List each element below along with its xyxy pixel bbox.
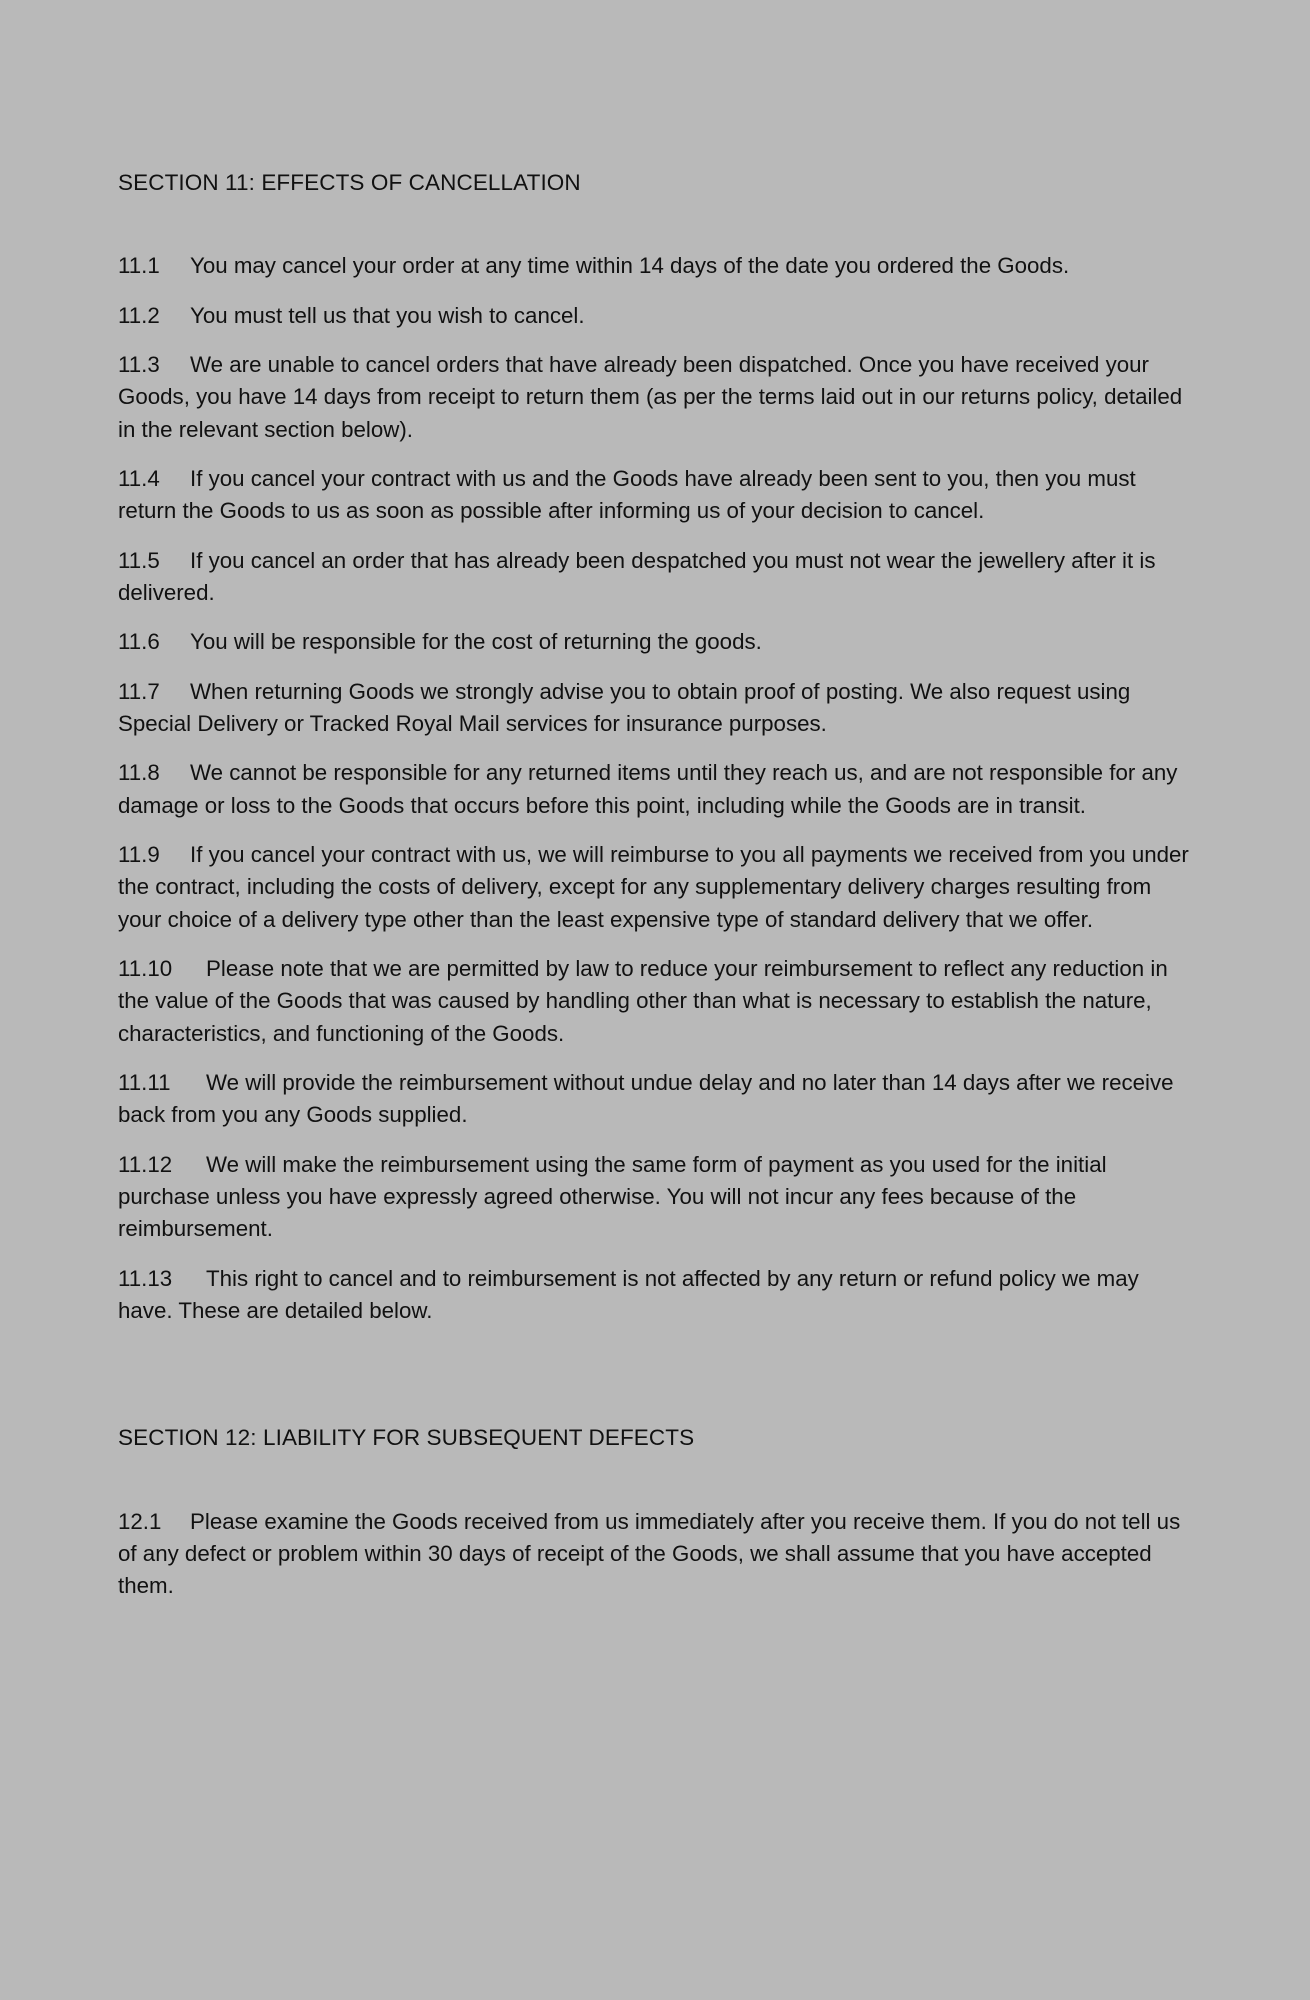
clause-number: 11.4 bbox=[118, 466, 160, 492]
clause-text: You must tell us that you wish to cancel. bbox=[190, 302, 585, 328]
clause-number: 11.3 bbox=[118, 352, 160, 378]
clause-text: If you cancel your contract with us and the Goods have already been sent to you, then you must return the Goods to us as soon as possible after informing us of your decision to cancel. bbox=[118, 466, 1136, 524]
clause-number: 11.8 bbox=[118, 760, 160, 786]
clause-11-9 bbox=[118, 839, 1192, 936]
clause-text: We will make the reimbursement using the same form of payment as you used for the initial purchase unless you have expressly agreed otherwise. You will not incur any fees because of the reimbursement. bbox=[118, 1151, 1107, 1242]
clause-number: 11.7 bbox=[118, 678, 160, 704]
clause-11-5 bbox=[118, 545, 1192, 610]
clause-11-4 bbox=[118, 463, 1192, 528]
clause-11-7 bbox=[118, 676, 1192, 741]
clause-11-8 bbox=[118, 757, 1192, 822]
clause-number: 12.1 bbox=[118, 1508, 162, 1534]
clause-text: We are unable to cancel orders that have already been dispatched. Once you have received your Goods, you have 14 days from receipt to return them (as per the terms laid out in our returns policy, detailed in the relevant section below). bbox=[118, 352, 1183, 442]
clause-11-6 bbox=[118, 626, 1192, 658]
clause-11-3 bbox=[118, 349, 1192, 446]
clause-number: 11.9 bbox=[118, 841, 160, 867]
clause-text: We cannot be responsible for any returned items until they reach us, and are not responsible for any damage or loss to the Goods that occurs before this point, including while the Goods are in transit. bbox=[118, 760, 1178, 818]
clause-text: If you cancel an order that has already been despatched you must not wear the jewellery after it is delivered. bbox=[118, 547, 1156, 605]
clause-number: 11.1 bbox=[118, 253, 160, 279]
clause-11-1 bbox=[118, 250, 1192, 282]
clause-11-10 bbox=[118, 953, 1192, 1050]
clause-text: When returning Goods we strongly advise you to obtain proof of posting. We also request using Special Delivery or Tracked Royal Mail services for insurance purposes. bbox=[118, 678, 1131, 736]
clause-11-2 bbox=[118, 300, 1192, 332]
clause-number: 11.10 bbox=[118, 955, 173, 981]
section-12-heading: SECTION 12: LIABILITY FOR SUBSEQUENT DEFECTS bbox=[118, 1425, 695, 1451]
clause-12-1 bbox=[118, 1506, 1192, 1603]
section-11-heading: SECTION 11: EFFECTS OF CANCELLATION bbox=[118, 170, 581, 195]
clause-number: 11.5 bbox=[118, 547, 160, 573]
clause-text: This right to cancel and to reimbursement is not affected by any return or refund policy we may have. These are detailed below. bbox=[118, 1265, 1139, 1323]
clause-number: 11.12 bbox=[118, 1151, 173, 1177]
clause-text: If you cancel your contract with us, we will reimburse to you all payments we received from you under the contract, including the costs of delivery, except for any supplementary delivery charges resulting from your choice of a delivery type other than the least expensive type of standard delivery that we offer. bbox=[118, 841, 1189, 932]
clause-11-11 bbox=[118, 1067, 1192, 1132]
clause-number: 11.2 bbox=[118, 302, 160, 328]
clause-number: 11.13 bbox=[118, 1265, 173, 1291]
clause-text: You will be responsible for the cost of returning the goods. bbox=[190, 629, 762, 655]
clause-text: Please note that we are permitted by law to reduce your reimbursement to reflect any reduction in the value of the Goods that was caused by handling other than what is necessary to establish the nature, characteristics, and functioning of the Goods. bbox=[118, 955, 1168, 1046]
clause-number: 11.11 bbox=[118, 1069, 171, 1095]
clause-11-12 bbox=[118, 1149, 1192, 1246]
clause-number: 11.6 bbox=[118, 629, 160, 655]
clause-text: Please examine the Goods received from us immediately after you receive them. If you do not tell us of any defect or problem within 30 days of receipt of the Goods, we shall assume that you have accepted them. bbox=[118, 1508, 1181, 1599]
clause-text: You may cancel your order at any time within 14 days of the date you ordered the Goods. bbox=[190, 253, 1070, 279]
clause-text: We will provide the reimbursement without undue delay and no later than 14 days after we receive back from you any Goods supplied. bbox=[118, 1069, 1174, 1128]
clause-11-13 bbox=[118, 1263, 1192, 1328]
